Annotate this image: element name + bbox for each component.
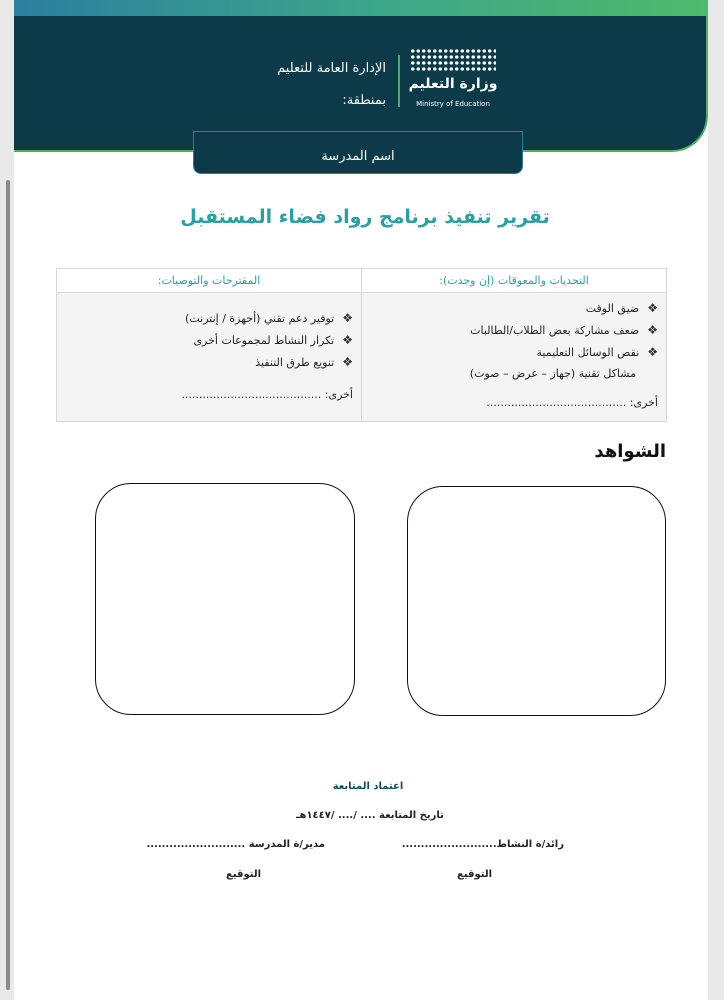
list-item: ❖نقص الوسائل التعليمية: [536, 345, 658, 359]
bullet-icon: ❖: [647, 301, 658, 315]
ministry-name-en: Ministry of Education: [416, 100, 490, 108]
principal-field: مدير/ة المدرسة ..........................: [146, 839, 325, 850]
evidence-box-left: [95, 483, 355, 715]
list-item: ❖توفير دعم تقني (أجهزة / إنترنت): [185, 311, 353, 325]
logo-divider: [398, 55, 400, 107]
approval-heading: اعتماد المتابعة: [332, 781, 404, 792]
challenges-heading: التحديات والمعوقات (إن وجدت):: [362, 269, 667, 293]
activity-leader-field: رائد/ة النشاط.........................: [401, 839, 564, 850]
admin-line2: بمنطقة:: [342, 93, 386, 108]
page-title: تقرير تنفيذ برنامج رواد فضاء المستقبل: [180, 206, 550, 228]
report-table: [56, 268, 667, 422]
list-item: ❖ضعف مشاركة بعض الطلاب/الطالبات: [470, 323, 658, 337]
bullet-icon: ❖: [342, 333, 353, 347]
admin-line1: الإدارة العامة للتعليم: [277, 61, 386, 76]
list-item: مشاكل تقنية (جهاز – عرض – صوت): [469, 367, 636, 380]
suggestions-heading: المقترحات والتوصيات:: [57, 269, 362, 293]
evidence-box-right: [407, 486, 666, 716]
list-item: ❖تنويع طرق التنفيذ: [255, 355, 353, 369]
signature-left: التوقيع: [226, 869, 261, 880]
bullet-icon: ❖: [647, 345, 658, 359]
other-line: أخرى: ........................................: [486, 396, 658, 409]
ministry-name-ar: وزارة التعليم: [408, 76, 498, 92]
evidence-heading: الشواهد: [594, 441, 666, 462]
bullet-icon: ❖: [342, 311, 353, 325]
signature-right: التوقيع: [457, 869, 492, 880]
follow-up-date: تاريخ المتابعة .... /.... /١٤٤٧هـ: [296, 810, 444, 821]
other-line: أخرى: ........................................: [181, 388, 353, 401]
suggestions-cell: [57, 293, 362, 422]
bullet-icon: ❖: [342, 355, 353, 369]
header-gradient-strip: [14, 0, 708, 16]
scrollbar[interactable]: [6, 180, 10, 990]
list-item: ❖تكرار النشاط لمجموعات أخرى: [193, 333, 353, 347]
ministry-logo-icon: [410, 48, 496, 72]
list-item: ❖ضيق الوقت: [585, 301, 658, 315]
school-name: اسم المدرسة: [193, 131, 523, 174]
challenges-cell: [362, 293, 667, 422]
bullet-icon: ❖: [647, 323, 658, 337]
